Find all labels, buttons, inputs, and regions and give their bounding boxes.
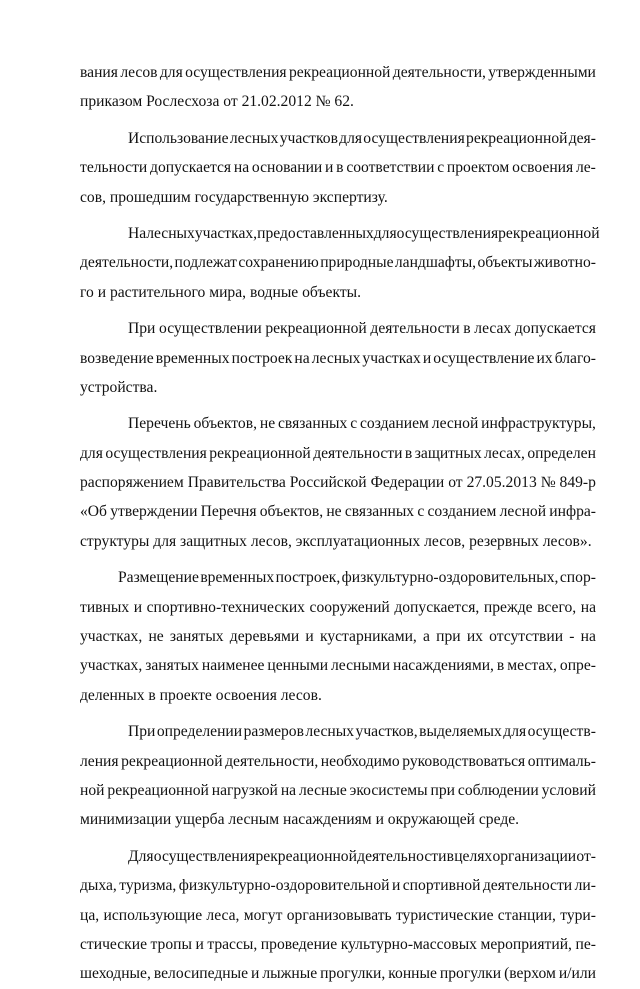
word: дыха, bbox=[80, 877, 117, 895]
text-line bbox=[80, 344, 596, 373]
text-line bbox=[80, 747, 596, 776]
word: и bbox=[391, 877, 401, 895]
word: осуществлении bbox=[159, 320, 262, 338]
word: Использование bbox=[128, 129, 229, 147]
paragraph bbox=[80, 563, 596, 710]
word: определении bbox=[156, 723, 243, 741]
word: физкультурно-оздоровительных, bbox=[341, 569, 559, 587]
word: для bbox=[80, 444, 103, 462]
text-line bbox=[80, 409, 596, 438]
text-line: устройства. bbox=[80, 378, 158, 396]
word: защитных bbox=[414, 444, 482, 462]
text-line: приказом Рослесхоза от 21.02.2012 № 62. bbox=[80, 93, 354, 111]
paragraph-gap bbox=[80, 710, 596, 717]
word: рекреационной bbox=[498, 224, 600, 242]
word: рекреационной bbox=[209, 444, 311, 462]
word: участках bbox=[362, 349, 421, 367]
paragraph-gap bbox=[80, 556, 596, 563]
word: допускается bbox=[150, 159, 232, 177]
word: размеров bbox=[243, 723, 304, 741]
word: прогулки bbox=[439, 965, 502, 983]
word: лесов bbox=[120, 64, 158, 81]
word: подлежат bbox=[174, 254, 237, 272]
word: и bbox=[133, 598, 143, 616]
text-line bbox=[80, 314, 596, 343]
word: условий bbox=[541, 781, 596, 799]
word: объектов, bbox=[259, 503, 324, 521]
text-line bbox=[80, 497, 596, 526]
word: предоставленных bbox=[257, 224, 374, 242]
text-line bbox=[80, 930, 596, 959]
word: осуществление bbox=[433, 349, 535, 367]
word: лесной bbox=[499, 503, 547, 521]
word: лесные bbox=[299, 781, 347, 799]
word: велосипедные bbox=[153, 965, 249, 983]
word: осуществления bbox=[153, 847, 256, 865]
text-line bbox=[80, 248, 596, 277]
word: для bbox=[503, 723, 527, 741]
word: местах, bbox=[507, 657, 557, 675]
paragraph bbox=[80, 124, 596, 212]
word: не bbox=[259, 415, 276, 433]
text-line bbox=[80, 593, 596, 622]
word: При bbox=[128, 320, 156, 338]
word: для bbox=[373, 224, 397, 242]
word: ной bbox=[80, 781, 105, 799]
text-line: деленных в проекте освоения лесов. bbox=[80, 686, 322, 704]
word: распоряжением bbox=[80, 474, 184, 492]
word: шеходные, bbox=[80, 965, 151, 983]
paragraph-gap bbox=[80, 117, 596, 124]
word: пе- bbox=[575, 935, 596, 953]
word: осуществления bbox=[396, 224, 499, 242]
word: стические bbox=[80, 935, 147, 953]
word: и bbox=[251, 965, 260, 983]
word: оптималь- bbox=[527, 752, 596, 770]
word: в bbox=[496, 657, 505, 675]
word: определен bbox=[527, 444, 596, 462]
text-line bbox=[80, 651, 596, 680]
word: тивных bbox=[80, 598, 130, 616]
paragraph-gap bbox=[80, 402, 596, 409]
text-line: сов, прошедшим государственную экспертизу. bbox=[80, 188, 388, 206]
word: лесных bbox=[305, 723, 355, 741]
word: лыжные bbox=[262, 965, 318, 983]
word: сохранению bbox=[238, 254, 319, 272]
word: Перечень bbox=[128, 415, 191, 433]
word: спор- bbox=[559, 569, 596, 587]
word: дея- bbox=[568, 129, 596, 147]
text-line bbox=[80, 563, 596, 592]
text-line bbox=[80, 124, 596, 153]
word: осуществления bbox=[363, 129, 465, 147]
word: временных bbox=[155, 349, 230, 367]
word: инфраструктуры, bbox=[481, 415, 596, 433]
text-line: структуры для защитных лесов, эксплуатационных лесов, резервных лесов». bbox=[80, 532, 592, 550]
word: допускается, bbox=[394, 598, 480, 616]
word: могут bbox=[243, 906, 283, 924]
word: осуществления bbox=[105, 444, 207, 462]
word: необходимо bbox=[320, 752, 400, 770]
word: лесных bbox=[146, 224, 195, 242]
word: насаждениями, bbox=[393, 657, 494, 675]
word: лесной bbox=[431, 415, 479, 433]
word: нагрузкой bbox=[211, 781, 278, 799]
word: Российской bbox=[289, 474, 367, 492]
word: с bbox=[437, 159, 445, 177]
word: использующие bbox=[103, 906, 203, 924]
word: рекреационной bbox=[265, 320, 367, 338]
word: выделяемых bbox=[419, 723, 502, 741]
word: при bbox=[436, 628, 461, 646]
paragraph bbox=[80, 717, 596, 835]
word: для bbox=[339, 129, 363, 147]
word: лесными bbox=[331, 657, 391, 675]
word: осуществления bbox=[185, 64, 287, 81]
word: спортивной bbox=[402, 877, 481, 895]
word: всего, bbox=[537, 598, 577, 616]
word: и/или bbox=[558, 965, 596, 983]
word: на bbox=[233, 159, 250, 177]
word: объекты bbox=[477, 254, 533, 272]
word: их bbox=[466, 628, 483, 646]
word: и bbox=[422, 349, 432, 367]
word: деятельности, bbox=[392, 64, 486, 81]
paragraph bbox=[80, 219, 600, 307]
word: утверждении bbox=[110, 503, 198, 521]
word: ландшафты, bbox=[394, 254, 477, 272]
word: занятых bbox=[145, 657, 199, 675]
word: их bbox=[536, 349, 553, 367]
word: участков, bbox=[355, 723, 418, 741]
word: «Об bbox=[80, 503, 107, 521]
word: целях bbox=[454, 847, 493, 865]
text-line bbox=[80, 842, 596, 871]
word: в bbox=[446, 847, 454, 865]
word: деятельности bbox=[313, 444, 403, 462]
word: в bbox=[463, 320, 471, 338]
word: трассы, bbox=[207, 935, 258, 953]
word: от bbox=[448, 474, 463, 492]
word: леса, bbox=[206, 906, 240, 924]
word: соответствии bbox=[346, 159, 435, 177]
word: Размещение bbox=[118, 569, 199, 587]
word: инфра- bbox=[549, 503, 596, 521]
word: соблюдении bbox=[457, 781, 539, 799]
paragraph-gap bbox=[80, 307, 596, 314]
word: на bbox=[580, 628, 596, 646]
word: деятельности, bbox=[80, 254, 174, 272]
word: (верхом bbox=[504, 965, 556, 983]
word: Федерации bbox=[370, 474, 445, 492]
word: от- bbox=[576, 847, 596, 865]
word: 27.05.2013 bbox=[466, 474, 537, 492]
word: лесах bbox=[474, 320, 512, 338]
text-line bbox=[80, 622, 596, 651]
word: связанных bbox=[344, 503, 415, 521]
word: рекреационной bbox=[107, 781, 209, 799]
word: ле- bbox=[575, 159, 596, 177]
word: Правительства bbox=[187, 474, 286, 492]
word: ценными bbox=[267, 657, 329, 675]
word: деятельности bbox=[357, 847, 447, 865]
word: занятых bbox=[169, 628, 224, 646]
word: прежде bbox=[483, 598, 533, 616]
text-line bbox=[80, 58, 596, 87]
word: культурно-массовых bbox=[340, 935, 477, 953]
word: построек, bbox=[275, 569, 341, 587]
word: связанных bbox=[278, 415, 348, 433]
word: сооружений bbox=[309, 598, 390, 616]
word: возведение bbox=[80, 349, 154, 367]
word: деятельности bbox=[370, 320, 460, 338]
word: с bbox=[417, 503, 425, 521]
text-line bbox=[80, 717, 596, 746]
word: при bbox=[430, 781, 456, 799]
paragraph-gap bbox=[80, 835, 596, 842]
word: и bbox=[305, 628, 314, 646]
word: прогулки, bbox=[320, 965, 386, 983]
text-line bbox=[80, 219, 600, 248]
text-line bbox=[80, 468, 596, 497]
paragraph-gap bbox=[80, 212, 596, 219]
word: руководствоваться bbox=[402, 752, 526, 770]
word: ления bbox=[80, 752, 119, 770]
word: ца, bbox=[80, 906, 100, 924]
word: туристические bbox=[395, 906, 494, 924]
text-line bbox=[80, 153, 596, 182]
word: деятельности bbox=[482, 877, 573, 895]
word: туризма, bbox=[119, 877, 177, 895]
word: а bbox=[423, 628, 430, 646]
text-line: минимизации ущерба лесным насаждениям и окружающей среде. bbox=[80, 811, 520, 829]
word: объектов, bbox=[193, 415, 257, 433]
word: на bbox=[280, 781, 297, 799]
word: экосистемы bbox=[349, 781, 428, 799]
word: конные bbox=[388, 965, 437, 983]
word: утвержденными bbox=[488, 64, 596, 81]
word: № bbox=[540, 474, 556, 492]
word: наименее bbox=[201, 657, 265, 675]
paragraph bbox=[80, 409, 596, 556]
word: рекреационной bbox=[466, 129, 568, 147]
text-line bbox=[80, 776, 596, 805]
word: на bbox=[580, 598, 596, 616]
word: созданием bbox=[427, 503, 497, 521]
word: и bbox=[325, 159, 334, 177]
word: освоения bbox=[512, 159, 574, 177]
word: природные bbox=[320, 254, 394, 272]
word: Перечня bbox=[200, 503, 257, 521]
word: лесных bbox=[311, 349, 361, 367]
document-body bbox=[80, 58, 600, 989]
word: в bbox=[404, 444, 413, 462]
word: с bbox=[350, 415, 358, 433]
word: не bbox=[148, 628, 164, 646]
word: временных bbox=[200, 569, 275, 587]
word: лесных bbox=[229, 129, 279, 147]
word: и bbox=[195, 935, 204, 953]
word: деятельности, bbox=[225, 752, 319, 770]
word: станции, bbox=[497, 906, 556, 924]
word: На bbox=[128, 224, 147, 242]
word: проведение bbox=[260, 935, 338, 953]
word: кустарниками, bbox=[319, 628, 417, 646]
word: тропы bbox=[150, 935, 192, 953]
word: организовывать bbox=[286, 906, 392, 924]
text-line: го и растительного мира, водные объекты. bbox=[80, 283, 362, 301]
word: участках, bbox=[80, 628, 143, 646]
word: вания bbox=[80, 64, 118, 81]
word: на bbox=[294, 349, 310, 367]
word: участках, bbox=[194, 224, 258, 242]
word: рекреационной bbox=[121, 752, 223, 770]
word: созданием bbox=[359, 415, 429, 433]
paragraph bbox=[80, 314, 596, 402]
text-line bbox=[80, 871, 596, 900]
word: деревьями bbox=[229, 628, 300, 646]
word: основании bbox=[251, 159, 323, 177]
word: опре- bbox=[559, 657, 596, 675]
word: тури- bbox=[560, 906, 596, 924]
word: рекреационной bbox=[288, 64, 391, 81]
word: мероприятий, bbox=[480, 935, 572, 953]
word: физкультурно-оздоровительной bbox=[178, 877, 390, 895]
word: отсутствии bbox=[489, 628, 564, 646]
word: Для bbox=[128, 847, 154, 865]
word: участках, bbox=[80, 657, 143, 675]
word: ли- bbox=[574, 877, 596, 895]
word: - bbox=[569, 628, 575, 646]
word: допускается bbox=[514, 320, 596, 338]
word: При bbox=[128, 723, 156, 741]
word: для bbox=[159, 64, 183, 81]
word: не bbox=[326, 503, 342, 521]
word: тельности bbox=[80, 159, 148, 177]
word: рекреационной bbox=[255, 847, 357, 865]
word: животно- bbox=[533, 254, 596, 272]
text-line bbox=[80, 959, 596, 988]
word: участков bbox=[279, 129, 338, 147]
text-line bbox=[80, 439, 596, 468]
word: организации bbox=[492, 847, 577, 865]
word: построек bbox=[231, 349, 293, 367]
word: лесах, bbox=[484, 444, 525, 462]
word: благо- bbox=[554, 349, 596, 367]
paragraph bbox=[80, 58, 596, 117]
word: проектом bbox=[446, 159, 510, 177]
word: в bbox=[336, 159, 344, 177]
word: осуществ- bbox=[527, 723, 596, 741]
word: спортивно-технических bbox=[146, 598, 305, 616]
paragraph bbox=[80, 842, 596, 989]
word: 849-р bbox=[559, 474, 596, 492]
